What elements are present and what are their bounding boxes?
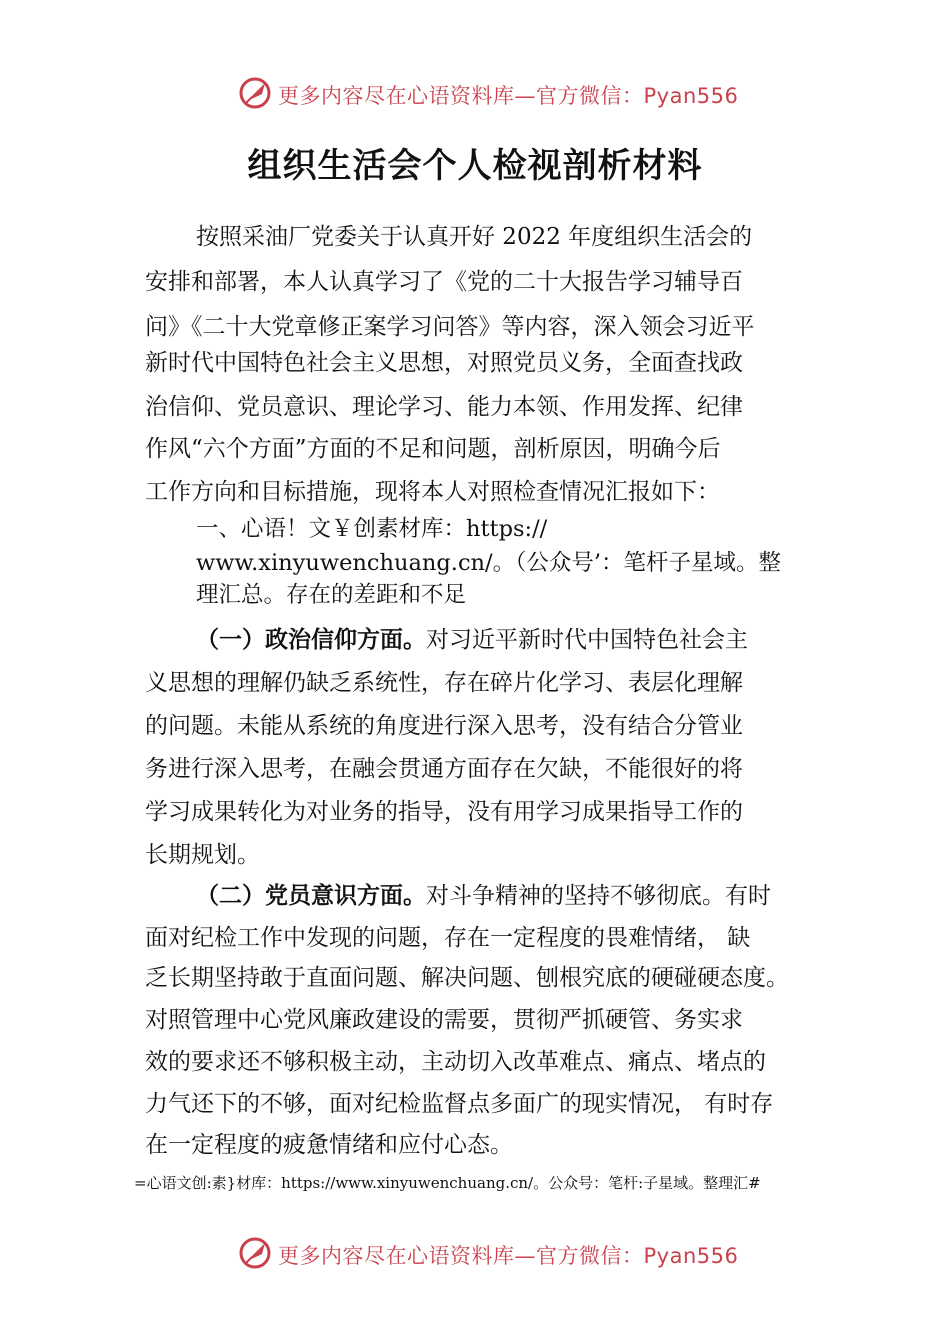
section-heading-line: 一、心语！文￥创素材库：https:// (196, 516, 548, 542)
footer-watermark: =心语文创:素}材库：https://www.xinyuwenchuang.cn/。公众号：笔杆:子星域。整理汇# (134, 1174, 761, 1192)
paragraph-line: 义思想的理解仍缺乏系统性，存在碎片化学习、表层化理解 (145, 670, 743, 696)
subsection-heading: （一）政治信仰方面。 (196, 627, 426, 653)
paragraph-line: 效的要求还不够积极主动，主动切入改革难点、痛点、堵点的 (145, 1049, 766, 1075)
section-heading-line: www.xinyuwenchuang.cn/。（公众号’：笔杆子星域。整 (196, 550, 782, 576)
quill-logo-icon (238, 1236, 272, 1270)
header-banner (0, 72, 950, 112)
document-title: 组织生活会个人检视剖析材料 (247, 146, 703, 186)
banner-text: 更多内容尽在心语资料库—官方微信：Pyan556 (278, 84, 739, 108)
section-heading-line: 理汇总。存在的差距和不足 (196, 582, 467, 608)
footer-banner (0, 1232, 950, 1272)
quill-logo-icon (238, 76, 272, 110)
intro-line: 工作方向和目标措施，现将本人对照检查情况汇报如下： (145, 479, 720, 505)
paragraph-line: 对照管理中心党风廉政建设的需要，贯彻严抓硬管、务实求 (145, 1007, 743, 1033)
paragraph-line: 务进行深入思考，在融会贯通方面存在欠缺，不能很好的将 (145, 756, 743, 782)
banner-text: 更多内容尽在心语资料库—官方微信：Pyan556 (278, 1244, 739, 1268)
intro-line: 问》《二十大党章修正案学习问答》等内容，深入领会习近平 (145, 314, 755, 340)
intro-line: 按照采油厂党委关于认真开好 2022 年度组织生活会的 (196, 224, 753, 250)
paragraph-text: 对斗争精神的坚持不够彻底。有时 (426, 883, 771, 909)
paragraph-line: 学习成果转化为对业务的指导，没有用学习成果指导工作的 (145, 799, 743, 825)
paragraph-line: 的问题。未能从系统的角度进行深入思考，没有结合分管业 (145, 713, 743, 739)
intro-line: 作风“六个方面”方面的不足和问题，剖析原因，明确今后 (145, 436, 721, 462)
paragraph-line: 面对纪检工作中发现的问题，存在一定程度的畏难情绪， 缺 (145, 925, 751, 951)
paragraph-first-line (196, 881, 771, 911)
intro-line: 安排和部署，本人认真学习了《党的二十大报告学习辅导百 (145, 269, 743, 295)
subsection-heading: （二）党员意识方面。 (196, 883, 426, 909)
intro-line: 治信仰、党员意识、理论学习、能力本领、作用发挥、纪律 (145, 394, 743, 420)
paragraph-line: 长期规划。 (145, 842, 260, 868)
paragraph-text: 对习近平新时代中国特色社会主 (426, 627, 748, 653)
intro-line: 新时代中国特色社会主义思想，对照党员义务，全面查找政 (145, 350, 743, 376)
paragraph-line: 在一定程度的疲惫情绪和应付心态。 (145, 1132, 513, 1158)
paragraph-first-line (196, 625, 748, 655)
paragraph-line: 力气还下的不够，面对纪检监督点多面广的现实情况， 有时存 (145, 1091, 774, 1117)
paragraph-line: 乏长期坚持敢于直面问题、解决问题、刨根究底的硬碰硬态度。 (145, 965, 789, 991)
